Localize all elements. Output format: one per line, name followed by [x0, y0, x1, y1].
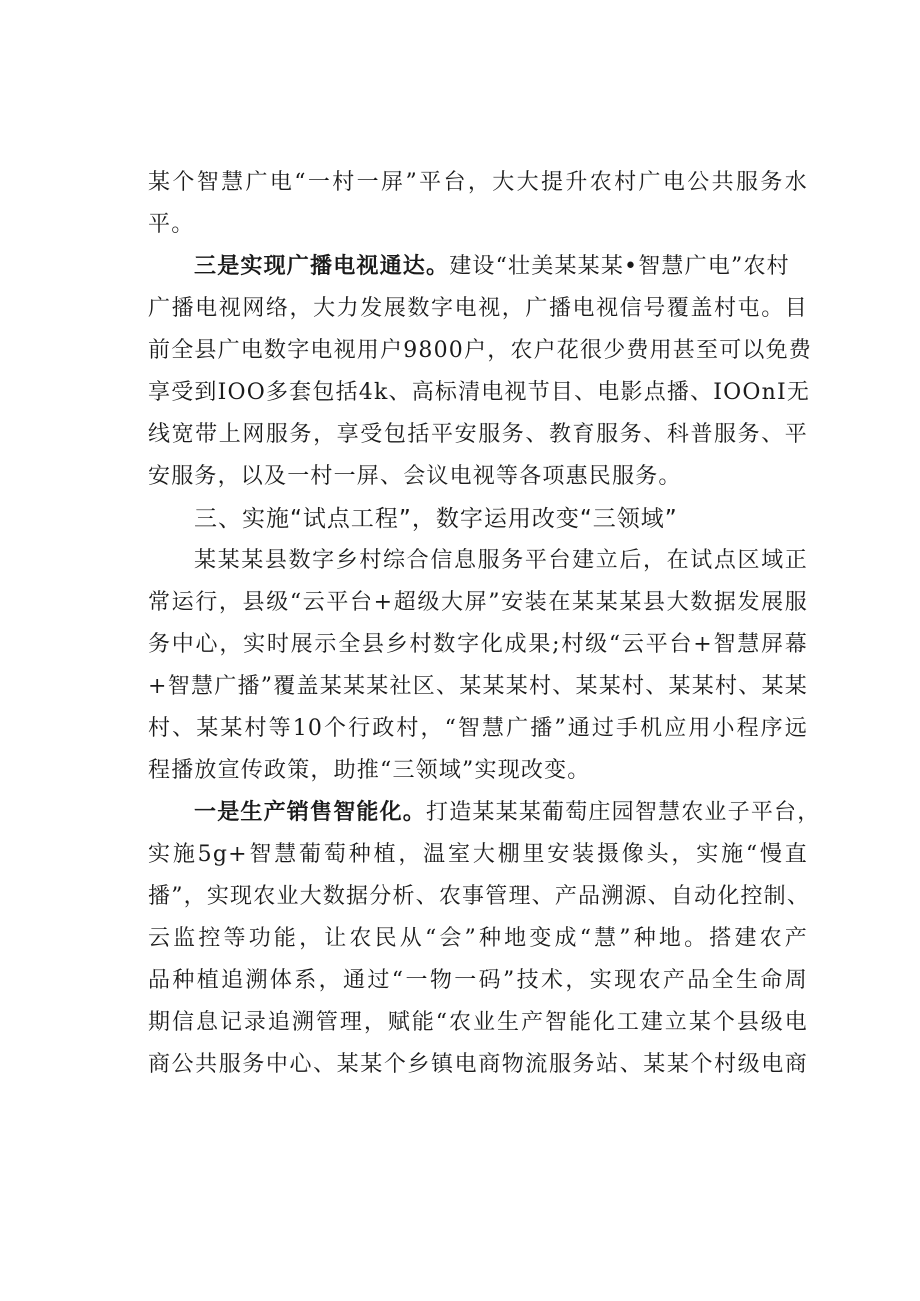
p3-line-5: 村、某某村等10个行政村，“智慧广播”通过手机应用小程序远 [148, 716, 808, 741]
p2-line-1 [194, 251, 808, 283]
p1-line-1: 某个智慧广电“一村一屏”平台，大大提升农村广电公共服务水 [148, 170, 808, 195]
p3-line-3: 务中心，实时展示全县乡村数字化成果;村级“云平台+智慧屏幕 [148, 632, 808, 657]
p4-line-5: 品种植追溯体系，通过“一物一码”技术，实现农产品全生命周 [148, 968, 808, 993]
p1-line-2: 平。 [148, 212, 195, 237]
p2-line-4: 享受到IOO多套包括4k、高标清电视节目、电影点播、IOOnI无 [148, 380, 811, 405]
p4-line-3: 播”，实现农业大数据分析、农事管理、产品溯源、自动化控制、 [148, 884, 811, 909]
p3-line-4: +智慧广播”覆盖某某某社区、某某某村、某某村、某某村、某某 [148, 674, 808, 699]
p2-lead: 三是实现广播电视通达。 [194, 254, 450, 279]
p4-line-1 [194, 797, 821, 829]
p2-line-1-rest: 建设“壮美某某某•智慧广电”农村 [449, 254, 790, 279]
p3-line-6: 程播放宣传政策，助推“三领域”实现改变。 [148, 758, 591, 783]
p4-line-6: 期信息记录追溯管理，赋能“农业生产智能化工建立某个县级电 [148, 1010, 808, 1035]
p2-line-2: 广播电视网络，大力发展数字电视，广播电视信号覆盖村屯。目 [148, 296, 808, 321]
p3-line-1: 某某某县数字乡村综合信息服务平台建立后，在试点区域正 [194, 548, 808, 573]
p4-lead: 一是生产销售智能化。 [194, 800, 427, 825]
section-heading: 三、实施“试点工程”，数字运用改变“三领域” [194, 506, 678, 532]
p4-line-2: 实施5g+智慧葡萄种植，温室大棚里安装摄像头，实施“慢直 [148, 842, 808, 867]
p4-line-1-rest: 打造某某某葡萄庄园智慧农业子平台， [426, 800, 821, 825]
p4-line-4: 云监控等功能，让农民从“会”种地变成“慧”种地。搭建农产 [148, 926, 808, 951]
p2-line-3: 前全县广电数字电视用户9800户，农户花很少费用甚至可以免费 [148, 338, 812, 363]
p2-line-5: 线宽带上网服务，享受包括平安服务、教育服务、科普服务、平 [148, 422, 808, 447]
p3-line-2: 常运行，县级“云平台+超级大屏”安装在某某某县大数据发展服 [148, 590, 808, 615]
p4-line-7: 商公共服务中心、某某个乡镇电商物流服务站、某某个村级电商 [148, 1052, 808, 1077]
p2-line-6: 安服务，以及一村一屏、会议电视等各项惠民服务。 [148, 464, 682, 489]
